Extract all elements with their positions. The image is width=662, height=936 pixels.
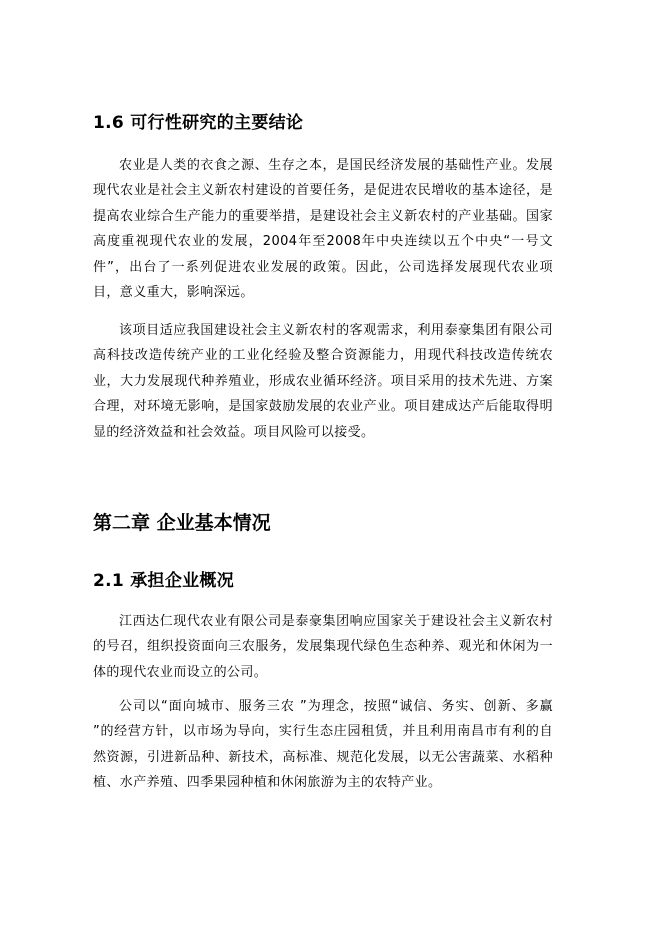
section-1-6-paragraph-2: 该项目适应我国建设社会主义新农村的客观需求，利用泰豪集团有限公司高科技改造传统产业的工业化经验及整合资源能力，用现代科技改造传统农业，大力发展现代种养殖业，形成农业循环经济。项目采用的技术先进、方案合理，对环境无影响，是国家鼓励发展的农业产业。项目建成达产后能取得明显的经济效益和社会效益。项目风险可以接受。 [93,323,553,440]
chapter-2-heading: 第二章 企业基本情况 [93,512,271,534]
section-2-1-paragraph-2: 公司以“面向城市、服务三农 ”为理念，按照“诚信、务实、创新、多赢 ”的经营方针，以市场为导向，实行生态庄园租赁，并且利用南昌市有利的自然资源，引进新品种、新技术，高标准、规范化发展，以无公害蔬菜、水稻种植、水产养殖、四季果园种植和休闲旅游为主的农特产业。 [93,699,553,791]
section-1-6-heading: 1.6 可行性研究的主要结论 [93,113,304,133]
section-1-6-paragraph-1: 农业是人类的衣食之源、生存之本，是国民经济发展的基础性产业。发展现代农业是社会主义新农村建设的首要任务，是促进农民增收的基本途径，是提高农业综合生产能力的重要举措，是建设社会主义新农村的产业基础。国家高度重视现代农业的发展，2004年至2008年中央连续以五个中央“一号文件”，出台了一系列促进农业发展的政策。因此，公司选择发展现代农业项目，意义重大，影响深远。 [93,158,553,301]
section-2-1-heading: 2.1 承担企业概况 [93,571,235,591]
section-2-1-paragraph-1: 江西达仁现代农业有限公司是泰豪集团响应国家关于建设社会主义新农村的号召，组织投资面向三农服务，发展集现代绿色生态种养、观光和休闲为一体的现代农业而设立的公司。 [93,614,553,680]
